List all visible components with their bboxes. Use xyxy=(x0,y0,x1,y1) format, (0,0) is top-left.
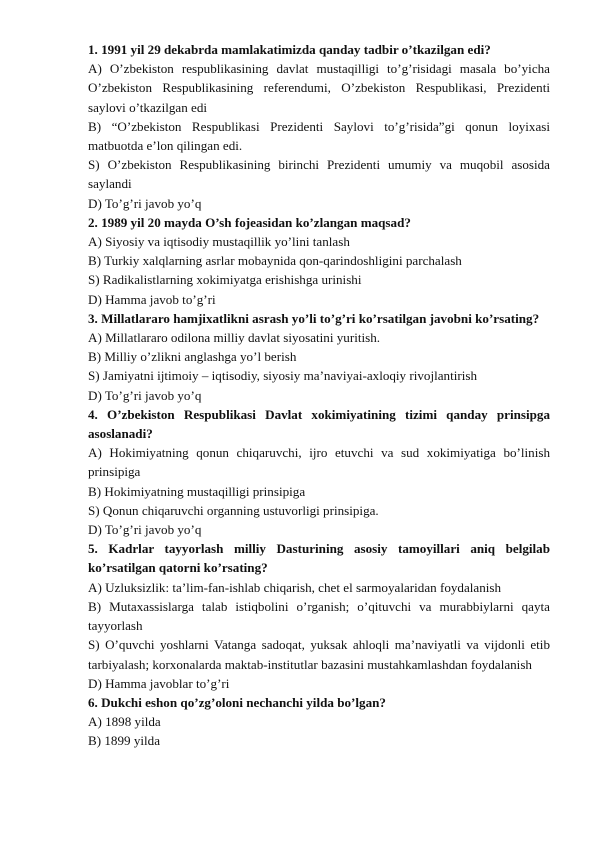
question-5-option-d: D) Hamma javoblar to’g’ri xyxy=(88,675,230,691)
question-2-option-d: D) Hamma javob to’g’ri xyxy=(88,291,216,307)
document-page xyxy=(88,40,550,751)
question-5-option-s: S) O’quvchi yoshlarni Vatanga sadoqat, yuksak ahloqli ma’naviyatli va vijdonli etib tarbiyalash; korxonalarda maktab-institutlar bazasini mustahkamlashdan foydalanish xyxy=(88,637,550,672)
question-3-option-s: S) Jamiyatni ijtimoiy – iqtisodiy, siyosiy ma’naviyai-axloqiy rivojlantirish xyxy=(88,368,478,384)
question-5-title: 5. Kadrlar tayyorlash milliy Dasturining asosiy tamoyillari aniq belgilab ko’rsatilgan qatorni ko’rsating? xyxy=(88,541,550,576)
question-6-option-b: B) 1899 yilda xyxy=(88,733,161,749)
question-2-option-b: B) Turkiy xalqlarning asrlar mobaynida qon-qarindoshligini parchalash xyxy=(88,253,462,269)
question-4-title: 4. O’zbekiston Respublikasi Davlat xokimiyatining tizimi qanday prinsipga asoslanadi? xyxy=(88,406,550,442)
question-1-option-b: B) “O’zbekiston Respublikasi Prezidenti Saylovi to’g’risida”gi qonun loyixasi matbuotda e’lon qilingan edi. xyxy=(88,118,550,154)
question-2-option-s: S) Radikalistlarning xokimiyatga erishishga urinishi xyxy=(88,272,362,288)
question-4-option-b: B) Hokimiyatning mustaqilligi prinsipiga xyxy=(88,483,306,499)
question-2-option-a: A) Siyosiy va iqtisodiy mustaqillik yo’lini tanlash xyxy=(88,234,350,250)
question-4-option-a: A) Hokimiyatning qonun chiqaruvchi, ijro etuvchi va sud xokimiyatiga bo’linish prinsipiga xyxy=(88,445,550,480)
question-3-option-a: A) Millatlararo odilona milliy davlat siyosatini yuritish. xyxy=(88,330,381,346)
question-4-option-s: S) Qonun chiqaruvchi organning ustuvorligi prinsipiga. xyxy=(88,502,379,518)
question-1-title: 1. 1991 yil 29 dekabrda mamlakatimizda qanday tadbir o’tkazilgan edi? xyxy=(88,42,491,57)
question-2-title: 2. 1989 yil 20 mayda O’sh fojeasidan ko’zlangan maqsad? xyxy=(88,214,411,230)
question-6-title: 6. Dukchi eshon qo’zg’oloni nechanchi yilda bo’lgan? xyxy=(88,694,386,710)
question-3-title: 3. Millatlararo hamjixatlikni asrash yo’li to’g’ri ko’rsatilgan javobni ko’rsating? xyxy=(88,310,540,326)
question-5-option-b: B) Mutaxassislarga talab istiqbolini o’rganish; o’qituvchi va murabbiylarni qayta tayyorlash xyxy=(88,598,550,634)
question-3-option-b: B) Milliy o’zlikni anglashga yo’l berish xyxy=(88,349,297,365)
question-1-option-a: A) O’zbekiston respublikasining davlat mustaqilligi to’g’risidagi masala bo’yicha O’zbekiston Respublikasining referendumi, O’zbekiston Respublikasi, Prezidenti saylovi o’tkazilgan edi xyxy=(88,61,550,115)
question-3-option-d: D) To’g’ri javob yo’q xyxy=(88,387,202,403)
question-5-option-a: A) Uzluksizlik: ta’lim-fan-ishlab chiqarish, chet el sarmoyalaridan foydalanish xyxy=(88,579,502,595)
question-4-option-d: D) To’g’ri javob yo’q xyxy=(88,522,202,538)
question-1-option-s: S) O’zbekiston Respublikasining birinchi Prezidenti umumiy va muqobil asosida saylandi xyxy=(88,157,550,192)
question-1-option-d: D) To’g’ri javob yo’q xyxy=(88,195,202,211)
question-6-option-a: A) 1898 yilda xyxy=(88,714,161,730)
